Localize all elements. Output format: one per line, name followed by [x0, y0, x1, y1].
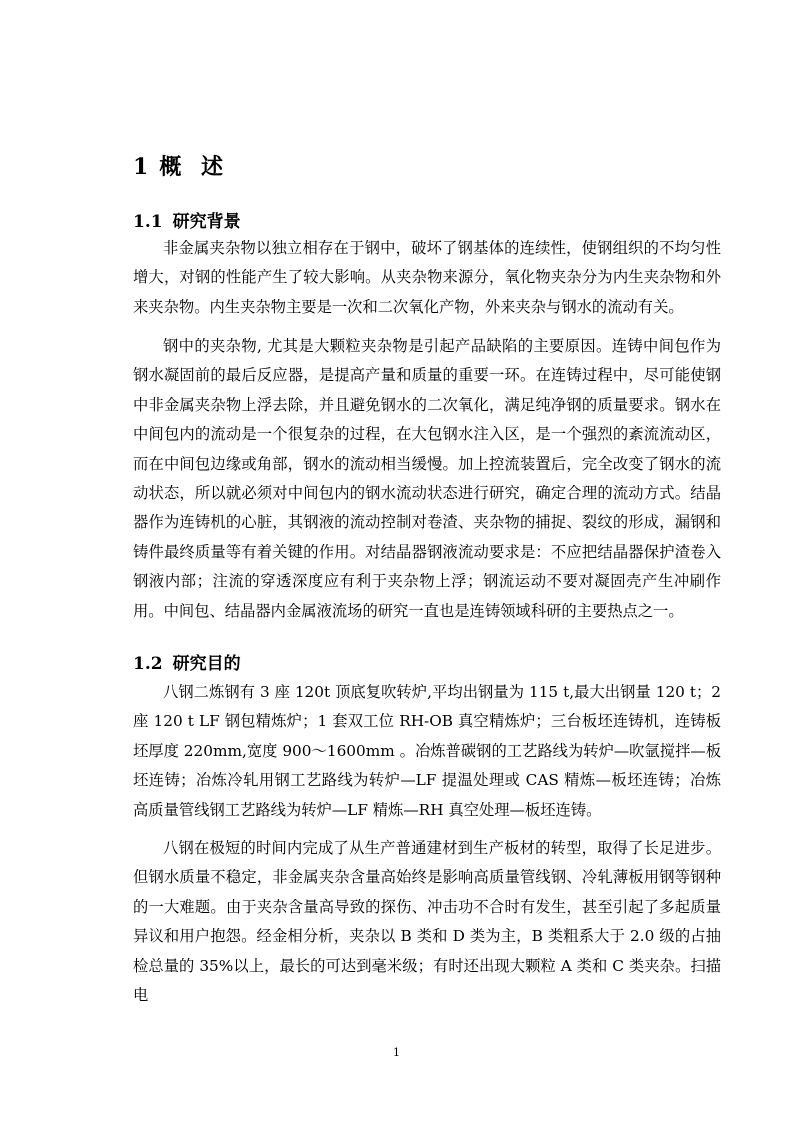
- body-paragraph: 非金属夹杂物以独立相存在于钢中，破坏了钢基体的连续性，使钢组织的不均匀性增大，对钢的性能产生了较大影响。从夹杂物来源分，氧化物夹杂分为内生夹杂物和外来夹杂物。内生夹杂物主要是一次和二次氧化产物，外来夹杂与钢水的流动有关。: [133, 239, 721, 316]
- body-paragraph: 八钢在极短的时间内完成了从生产普通建材到生产板材的转型，取得了长足进步。但钢水质量不稳定，非金属夹杂含量高始终是影响高质量管线钢、冷轧薄板用钢等钢种的一大难题。由于夹杂含量高导致的探伤、冲击功不合时有发生，甚至引起了多起质量异议和用户抱怨。经金相分析，夹杂以 B 类和 D 类为主，B 类粗系大于 2.0 级的占抽检总量的 35%以上，最长的可达到毫米级；有时还出现大颗粒 A 类和 C 类夹杂。扫描电: [133, 839, 721, 1005]
- page-number: 1: [393, 1046, 400, 1059]
- section-number: 1.1: [133, 212, 163, 232]
- chapter-title-text: 概 述: [159, 154, 229, 180]
- section-title-1-2: [133, 649, 241, 674]
- section-number: 1.2: [133, 654, 163, 674]
- section-title-text: 研究目的: [172, 654, 241, 674]
- section-title-text: 研究背景: [172, 212, 241, 232]
- chapter-number: 1: [133, 154, 150, 180]
- chapter-title: [133, 150, 229, 181]
- body-paragraph: 钢中的夹杂物, 尤其是大颗粒夹杂物是引起产品缺陷的主要原因。连铸中间包作为钢水凝固前的最后反应器，是提高产量和质量的重要一环。在连铸过程中，尽可能使钢中非金属夹杂物上浮去除，并且避免钢水的二次氧化，满足纯净钢的质量要求。钢水在中间包内的流动是一个很复杂的过程，在大包钢水注入区，是一个强烈的紊流流动区，而在中间包边缘或角部，钢水的流动相当缓慢。加上控流装置后，完全改变了钢水的流动状态，所以就必须对中间包内的钢水流动状态进行研究，确定合理的流动方式。结晶器作为连铸机的心脏，其钢液的流动控制对卷渣、夹杂物的捕捉、裂纹的形成，漏钢和铸件最终质量等有着关键的作用。对结晶器钢液流动要求是：不应把结晶器保护渣卷入钢液内部；注流的穿透深度应有利于夹杂物上浮；钢流运动不要对凝固壳产生冲刷作用。中间包、结晶器内金属液流场的研究一直也是连铸领域科研的主要热点之一。: [133, 337, 721, 620]
- body-paragraph: 八钢二炼钢有 3 座 120t 顶底复吹转炉,平均出钢量为 115 t,最大出钢量 120 t；2 座 120 t LF 钢包精炼炉；1 套双工位 RH-OB 真空精炼炉；三台板坯连铸机，连铸板坯厚度 220mm,宽度 900～1600mm 。冶炼普碳钢的工艺路线为转炉—吹氩搅拌—板坯连铸；冶炼冷轧用钢工艺路线为转炉—LF 提温处理或 CAS 精炼—板坯连铸；冶炼高质量管线钢工艺路线为转炉—LF 精炼—RH 真空处理—板坯连铸。: [133, 683, 721, 819]
- section-title-1-1: [133, 207, 241, 232]
